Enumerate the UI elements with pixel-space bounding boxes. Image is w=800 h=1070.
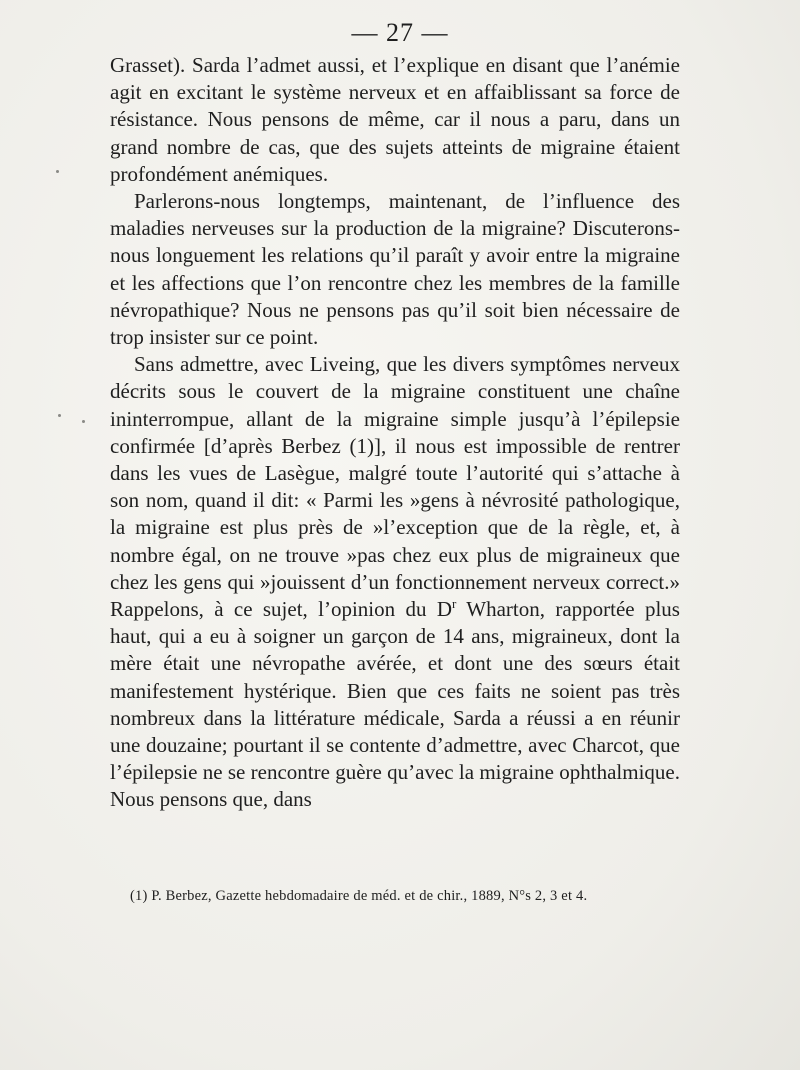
paragraph-3-part-1: Sans admettre, avec Liveing, que les divers symptômes nerveux décrits sous le couvert de la migraine constituent une chaîne ininterrompue, allant de la migraine simple jusqu’à l’épilepsie confirmée [d’après Berbez (1)], il nous est impossible de rentrer dans les vues de Lasègue, malgré toute l’autorité qui s’attache à son nom, quand il dit: « Parmi les »gens à névrosité pathologique, la migraine est plus près de »l’exception que de la règle, et, à nombre égal, on ne trouve »pas chez eux plus de migraineux que chez les gens qui »jouissent d’un fonctionnement nerveux correct.» Rappelons, à ce sujet, l’opinion du D bbox=[110, 352, 680, 622]
scan-speck bbox=[82, 420, 85, 423]
footnote: (1) P. Berbez, Gazette hebdomadaire de méd. et de chir., 1889, N°s 2, 3 et 4. bbox=[130, 888, 588, 904]
scan-speck bbox=[58, 414, 61, 417]
page-number: — 27 — bbox=[351, 18, 449, 47]
paragraph-2: Parlerons-nous longtemps, maintenant, de l’influence des maladies nerveuses sur la production de la migraine? Discuterons-nous longuement les relations qu’il paraît y avoir entre la migraine et les affections que l’on rencontre chez les membres de la famille névropathique? Nous ne pensons pas qu’il soit bien nécessaire de trop insister sur ce point. bbox=[110, 189, 680, 350]
body-text bbox=[110, 52, 680, 814]
scan-speck bbox=[56, 170, 59, 173]
paragraph-1: Grasset). Sarda l’admet aussi, et l’explique en disant que l’anémie agit en excitant le système nerveux et en affaiblissant sa force de résistance. Nous pensons de même, car il nous a paru, dans un grand nombre de cas, que des sujets atteints de migraine étaient profondément anémiques. bbox=[110, 53, 680, 186]
paragraph-3 bbox=[110, 351, 680, 813]
paragraph-3-part-2: Wharton, rapportée plus haut, qui a eu à soigner un garçon de 14 ans, migraineux, dont la mère était une névropathe avérée, et dont une des sœurs était manifestement hystérique. Bien que ces faits ne soient pas très nombreux dans la littérature médicale, Sarda a réussi a en réunir une douzaine; pourtant il se contente d’admettre, avec Charcot, que l’épilepsie ne se rencontre guère qu’avec la migraine ophthalmique. Nous pensons que, dans bbox=[110, 597, 680, 812]
doctor-abbrev-superscript: r bbox=[451, 596, 457, 612]
